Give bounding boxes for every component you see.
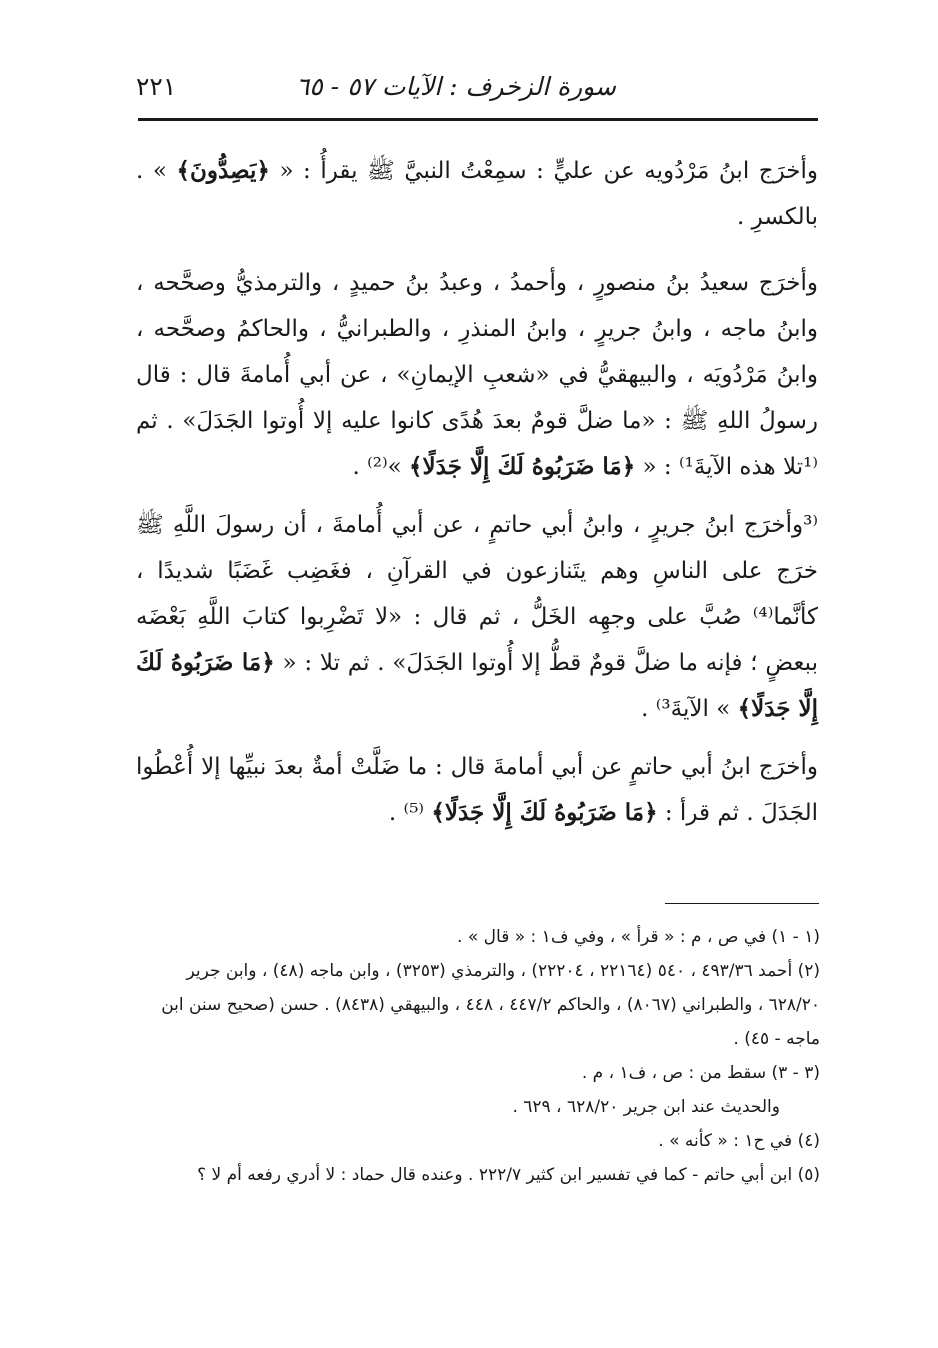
footnote: (٤) في ح١ : « كأنه » . [658, 1131, 820, 1151]
header-divider [138, 118, 818, 121]
footnote: (٥) ابن أبي حاتم - كما في تفسير ابن كثير ٢٢٢/٧ . وعنده قال حماد : لا أدري رفعه أم لا ؟ [197, 1165, 820, 1185]
paragraph-text: وأخرَج ابنُ أبي حاتمٍ عن أبي أمامةَ قال : ما ضَلَّتْ أمةٌ بعدَ نبيِّها إلا أُعْطُوا الجَدَلَ . ثم قرأ : [136, 754, 818, 826]
paragraph-tail: » الآيةَ³⁾ . [641, 696, 731, 722]
paragraph-text: وأخرَج سعيدُ بنُ منصورٍ ، وأحمدُ ، وعبدُ بنُ حميدٍ ، والترمذيُّ وصحَّحه ، وابنُ ماجه ، وابنُ جريرٍ ، وابنُ المنذرِ ، والطبرانيُّ ، والحاكمُ وصحَّحه ، وابنُ مَرْدُويَه ، والبيهقيُّ في «شعبِ الإيمانِ» ، عن أبي أُمامةَ قال : قال رسولُ اللهِ ﷺ : «ما ضلَّ قومٌ بعدَ هُدًى كانوا عليه إلا أُوتوا الجَدَلَ» . ثم ⁽¹تلا هذه الآيةَ¹⁾ : « [136, 270, 818, 480]
paragraph [136, 744, 818, 836]
running-header [136, 70, 816, 110]
footnote: (٣ - ٣) سقط من : ص ، ف١ ، م . [581, 1063, 820, 1083]
quran-verse: ﴿مَا ضَرَبُوهُ لَكَ إِلَّا جَدَلًا﴾ [136, 649, 818, 722]
paragraph [136, 260, 818, 490]
footnote: (٢) أحمد ٤٩٣/٣٦ ، ٥٤٠ (٢٢١٦٤ ، ٢٢٢٠٤) ، والترمذي (٣٢٥٣) ، وابن ماجه (٤٨) ، وابن جرير ٦٢٨/٢٠ ، والطبراني (٨٠٦٧) ، والحاكم ٤٤٧/٢ ، ٤٤٨ ، والبيهقي (٨٤٣٨) . حسن (صحيح سنن ابن ماجه - ٤٥) . [161, 961, 820, 1049]
quran-verse: ﴿يَصِدُّونَ﴾ [176, 157, 270, 184]
paragraph-text: ⁽³وأخرَج ابنُ جريرٍ ، وابنُ أبي حاتمٍ ، عن أبي أُمامةَ ، أن رسولَ اللَّهِ ﷺ خرَج على الناسِ وهم يتَنازعون في القرآنِ ، فغَضِب غَضَبًا شديدًا ، كأنَّما⁽⁴⁾ صُبَّ على وجهِه الخَلُّ ، ثم قال : «لا تَضْرِبوا كتابَ اللَّهِ بَعْضَه ببعضٍ ؛ فإنه ما ضلَّ قومٌ قطُّ إلا أُوتوا الجَدَلَ» . ثم تلا : « [136, 512, 818, 676]
footnote: (١ - ١) في ص ، م : « قرأ » ، وفي ف١ : « قال » . [457, 927, 820, 947]
paragraph-tail: »⁽²⁾ . [352, 454, 402, 480]
footnotes [150, 920, 820, 1192]
paragraph-tail: ⁽⁵⁾ . [388, 800, 425, 826]
footnote: والحديث عند ابن جرير ٦٢٨/٢٠ ، ٦٢٩ . [512, 1097, 780, 1117]
paragraph [136, 502, 818, 732]
quran-verse: ﴿مَا ضَرَبُوهُ لَكَ إِلَّا جَدَلًا﴾ [431, 799, 658, 826]
page-number: ٢٢١ [136, 72, 177, 101]
paragraph-text: وأخرَج ابنُ مَرْدُويه عن عليٍّ : سمِعْتُ النبيَّ ﷺ يقرأُ : « [279, 158, 819, 184]
main-text [136, 148, 818, 848]
surah-title: سورة الزخرف : الآيات ٥٧ - ٦٥ [295, 72, 616, 101]
paragraph [136, 148, 818, 240]
paragraph-tail: » . بالكسرِ . [136, 158, 818, 230]
quran-verse: ﴿مَا ضَرَبُوهُ لَكَ إِلَّا جَدَلًا﴾ [409, 453, 636, 480]
footnote-divider [665, 903, 819, 904]
